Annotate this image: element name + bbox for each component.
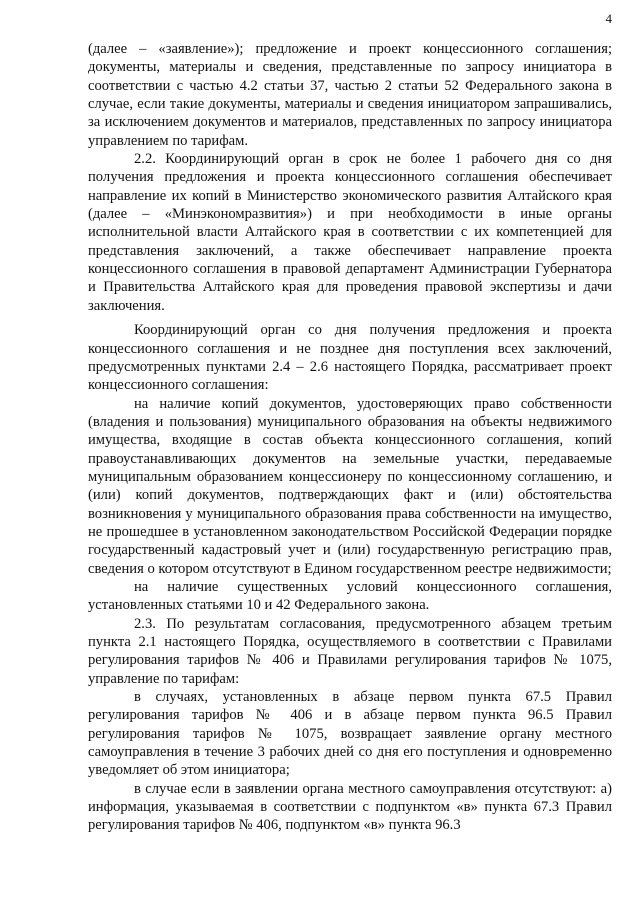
paragraph-coordinating-body: Координирующий орган со дня получения предложения и проекта концессионного соглашения и не позднее дня поступления всех заключений, предусмотренных пунктами 2.4 – 2.6 настоящего Порядка, рассматривает проект концессионного соглашения: — [88, 322, 612, 394]
paragraph-2-2: 2.2. Координирующий орган в срок не более 1 рабочего дня со дня получения предложения и проекта концессионного соглашения обеспечивает направление их копий в Министерство экономического развития Алтайского края (далее – «Минэкономразвития») и при необходимости в иные органы исполнительной власти Алтайского края в соответствии с их компетенцией для представления заключений, а также обеспечивает направление проекта концессионного соглашения в правовой департамент Администрации Губернатора и Правительства Алтайского края для проведения правовой экспертизы и дачи заключения. — [88, 151, 612, 314]
paragraph-essential-terms: на наличие существенных условий концессионного соглашения, установленных статьями 10 и 42 Федерального закона. — [88, 578, 612, 614]
paragraph-return-cases: в случаях, установленных в абзаце первом пункта 67.5 Правил регулирования тарифов № 406 и в абзаце первом пункта 96.5 Правил регулирования тарифов № 1075, возвращает заявление органу местного самоуправления в течение 3 рабочих дней со дня его поступления и одновременно уведомляет об этом инициатора; — [88, 689, 612, 779]
paragraph-2-3: 2.3. По результатам согласования, предусмотренного абзацем третьим пункта 2.1 настоящего Порядка, осуществляемого в соответствии с Правилами регулирования тарифов № 406 и Правилами регулирования тарифов № 1075, управление по тарифам: — [88, 615, 612, 687]
page-number: 4 — [605, 11, 612, 26]
paragraph-missing-info: в случае если в заявлении органа местного самоуправления отсутствуют: а) информация, указываемая в соответствии с подпунктом «в» пункта 67.3 Правил регулирования тарифов № 406, подпунктом «в» пункта 96.3 — [88, 780, 612, 834]
paragraph-documents-check: на наличие копий документов, удостоверяющих право собственности (владения и пользования) муниципального образования на объекты недвижимого имущества, входящие в состав объекта концессионного соглашения, копий правоустанавливающих документов на земельные участки, передаваемые муниципальным образованием концессионеру по концессионному соглашению, и (или) копий документов, подтверждающих факт и (или) обстоятельства возникновения у муниципального образования права собственности на имущество, не прошедшее в установленном законодательством Российской Федерации порядке государственный кадастровый учет и (или) государственную регистрацию прав, сведения о котором отсутствуют в Едином государственном реестре недвижимости; — [88, 395, 612, 577]
paragraph-continuation: (далее – «заявление»); предложение и проект концессионного соглашения; документы, материалы и сведения, представленные по запросу инициатора в соответствии с частью 4.2 статьи 37, частью 2 статьи 52 Федерального закона в случае, если такие документы, материалы и сведения инициатором запрашивались, за исключением документов и материалов, представленных по запросу инициатора управлением по тарифам. — [88, 41, 612, 149]
body-text — [88, 40, 612, 835]
